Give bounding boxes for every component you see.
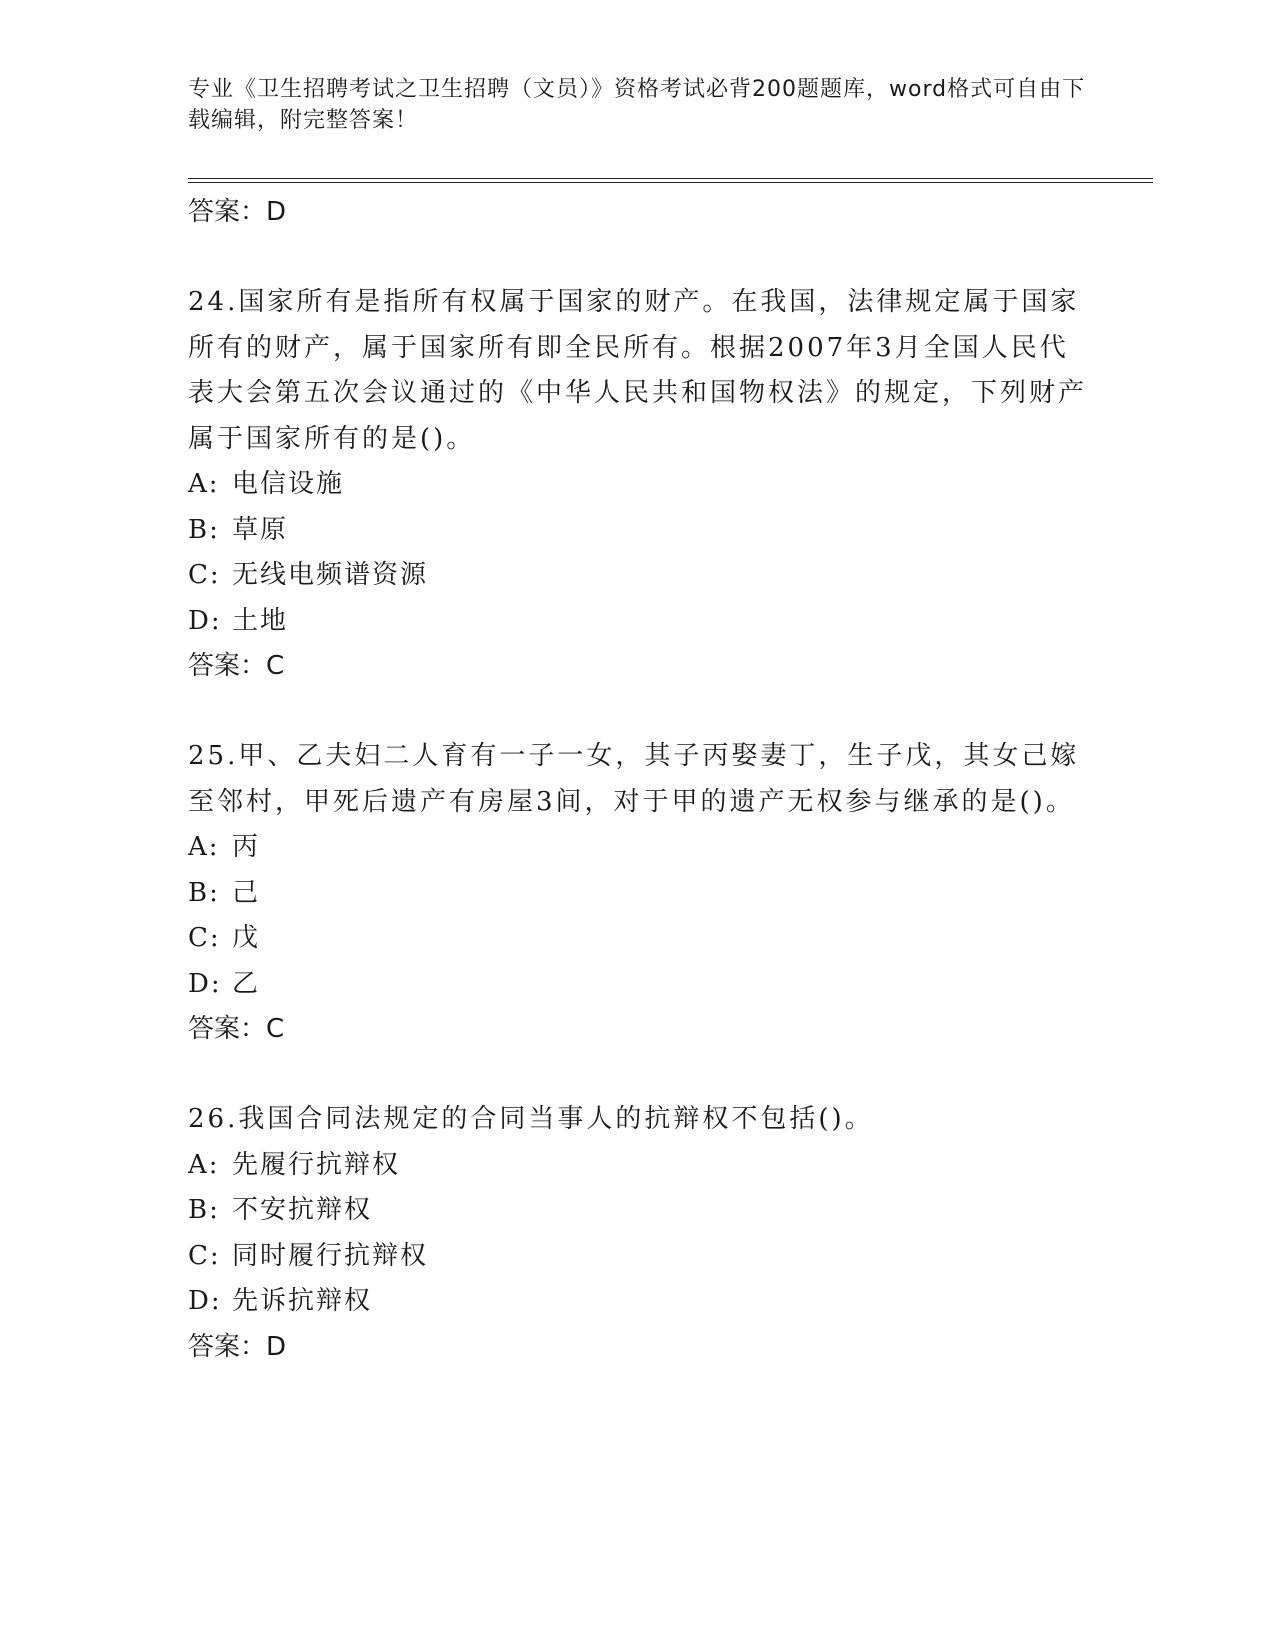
option-text: 乙	[232, 968, 261, 999]
option-text: 己	[232, 877, 261, 908]
option-b	[188, 871, 1088, 917]
option-key: D:	[188, 605, 222, 636]
option-text: 先诉抗辩权	[232, 1286, 373, 1316]
option-key: D:	[188, 1286, 222, 1316]
option-c	[188, 916, 1088, 962]
option-d	[188, 1279, 1088, 1325]
option-d	[188, 962, 1088, 1008]
question-text: 24.国家所有是指所有权属于国家的财产。在我国，法律规定属于国家所有的财产，属于国家所有即全民所有。根据2007年3月全国人民代表大会第五次会议通过的《中华人民共和国物权法》的规定，下列财产属于国家所有的是()。	[188, 287, 1088, 454]
option-key: C:	[188, 923, 221, 953]
option-text: 草原	[232, 514, 289, 545]
option-a	[188, 1143, 1088, 1189]
option-b	[188, 508, 1088, 554]
option-text: 戊	[232, 923, 261, 953]
question-block	[188, 1097, 1088, 1369]
option-key: B:	[188, 877, 220, 908]
option-b	[188, 1188, 1088, 1234]
option-key: D:	[188, 968, 222, 999]
answer-line: 答案：C	[188, 651, 285, 681]
question-text: 25.甲、乙夫妇二人育有一子一女，其子丙娶妻丁，生子戊，其女己嫁至邻村，甲死后遗产有房屋3间，对于甲的遗产无权参与继承的是()。	[188, 741, 1080, 817]
option-text: 无线电频谱资源	[232, 560, 429, 590]
answer-line: 答案：D	[188, 1331, 287, 1362]
answer-line: 答案：C	[188, 1014, 285, 1044]
option-text: 不安抗辩权	[232, 1195, 373, 1225]
question-block	[188, 280, 1088, 688]
option-key: A:	[188, 1149, 220, 1180]
option-c	[188, 1234, 1088, 1280]
option-key: C:	[188, 1240, 221, 1271]
option-d	[188, 599, 1088, 645]
option-a	[188, 462, 1088, 508]
question-text: 26.我国合同法规定的合同当事人的抗辩权不包括()。	[188, 1104, 874, 1134]
option-key: A:	[188, 832, 220, 862]
option-text: 丙	[232, 832, 261, 862]
option-text: 电信设施	[232, 469, 345, 499]
option-key: B:	[188, 1195, 220, 1225]
document-body	[188, 190, 1088, 1369]
option-key: A:	[188, 469, 220, 499]
option-text: 同时履行抗辩权	[232, 1240, 429, 1271]
header-divider	[188, 178, 1153, 183]
option-key: C:	[188, 560, 221, 590]
option-c	[188, 553, 1088, 599]
option-text: 先履行抗辩权	[232, 1149, 401, 1180]
option-text: 土地	[232, 605, 289, 636]
option-a	[188, 825, 1088, 871]
question-block	[188, 734, 1088, 1051]
answer-line: 答案：D	[188, 197, 287, 227]
option-key: B:	[188, 514, 220, 545]
page-header: 专业《卫生招聘考试之卫生招聘（文员）》资格考试必背200题题库，word格式可自由下载编辑，附完整答案！	[188, 77, 1086, 133]
